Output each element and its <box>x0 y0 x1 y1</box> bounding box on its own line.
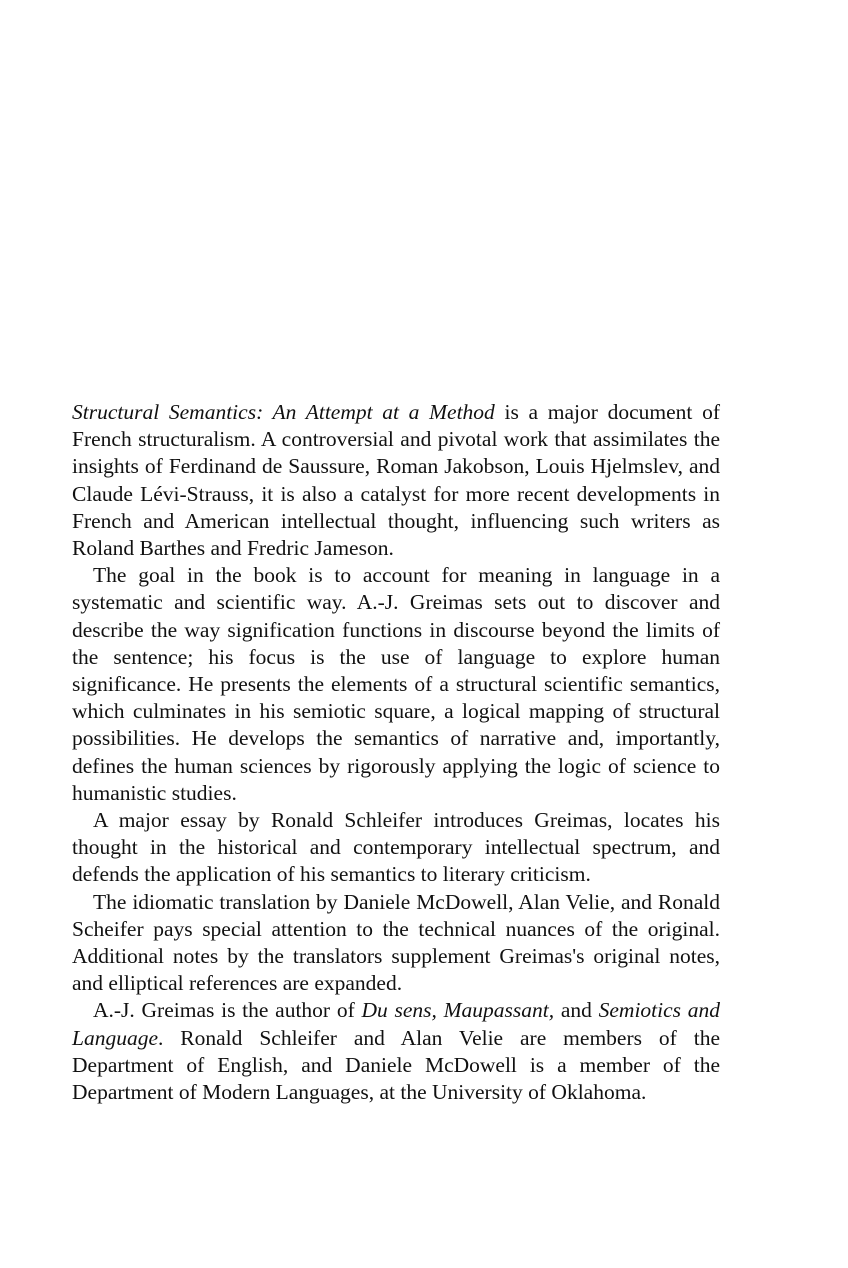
authors-tail: . Ronald Schleifer and Alan Velie are members of the Department of English, and Daniele McDowell is a member of the Department of Modern Languages, at the University of Oklahoma. <box>72 1025 720 1105</box>
authors-mid: and <box>554 998 599 1023</box>
intro-text: is a major document of French structuralism. A controversial and pivotal work that assimilates the insights of Ferdinand de Saussure, Roman Jakobson, Louis Hjelmslev, and Claude Lévi-Strauss, it is also a catalyst for more recent developments in French and American intellectual thought, influencing such writers as Roland Barthes and Fredric Jameson. <box>72 400 720 561</box>
jacket-blurb <box>72 399 720 1106</box>
work-title-1: Du sens, Maupassant, <box>361 998 555 1023</box>
paragraph-translation: The idiomatic translation by Daniele McDowell, Alan Velie, and Ronald Scheifer pays special attention to the technical nuances of the original. Additional notes by the translators supplement Greimas's original notes, and elliptical references are expanded. <box>72 889 720 996</box>
paragraph-intro <box>72 399 720 562</box>
work-title-2: Semiotics and Language <box>72 998 721 1050</box>
authors-lead: A.-J. Greimas is the author of <box>93 998 362 1023</box>
paragraph-authors <box>72 997 720 1106</box>
book-title: Structural Semantics: An Attempt at a Method <box>72 400 495 424</box>
paragraph-essay: A major essay by Ronald Schleifer introduces Greimas, locates his thought in the historical and contemporary intellectual spectrum, and defends the application of his semantics to literary criticism. <box>72 808 720 887</box>
paragraph-goal: The goal in the book is to account for meaning in language in a systematic and scientific way. A.-J. Greimas sets out to discover and describe the way signification functions in discourse beyond the limits of the sentence; his focus is the use of language to explore human significance. He presents the elements of a structural scientific semantics, which culminates in his semiotic square, a logical mapping of structural possibilities. He develops the semantics of narrative and, importantly, defines the human sciences by rigorously applying the logic of science to humanistic studies. <box>72 563 720 805</box>
